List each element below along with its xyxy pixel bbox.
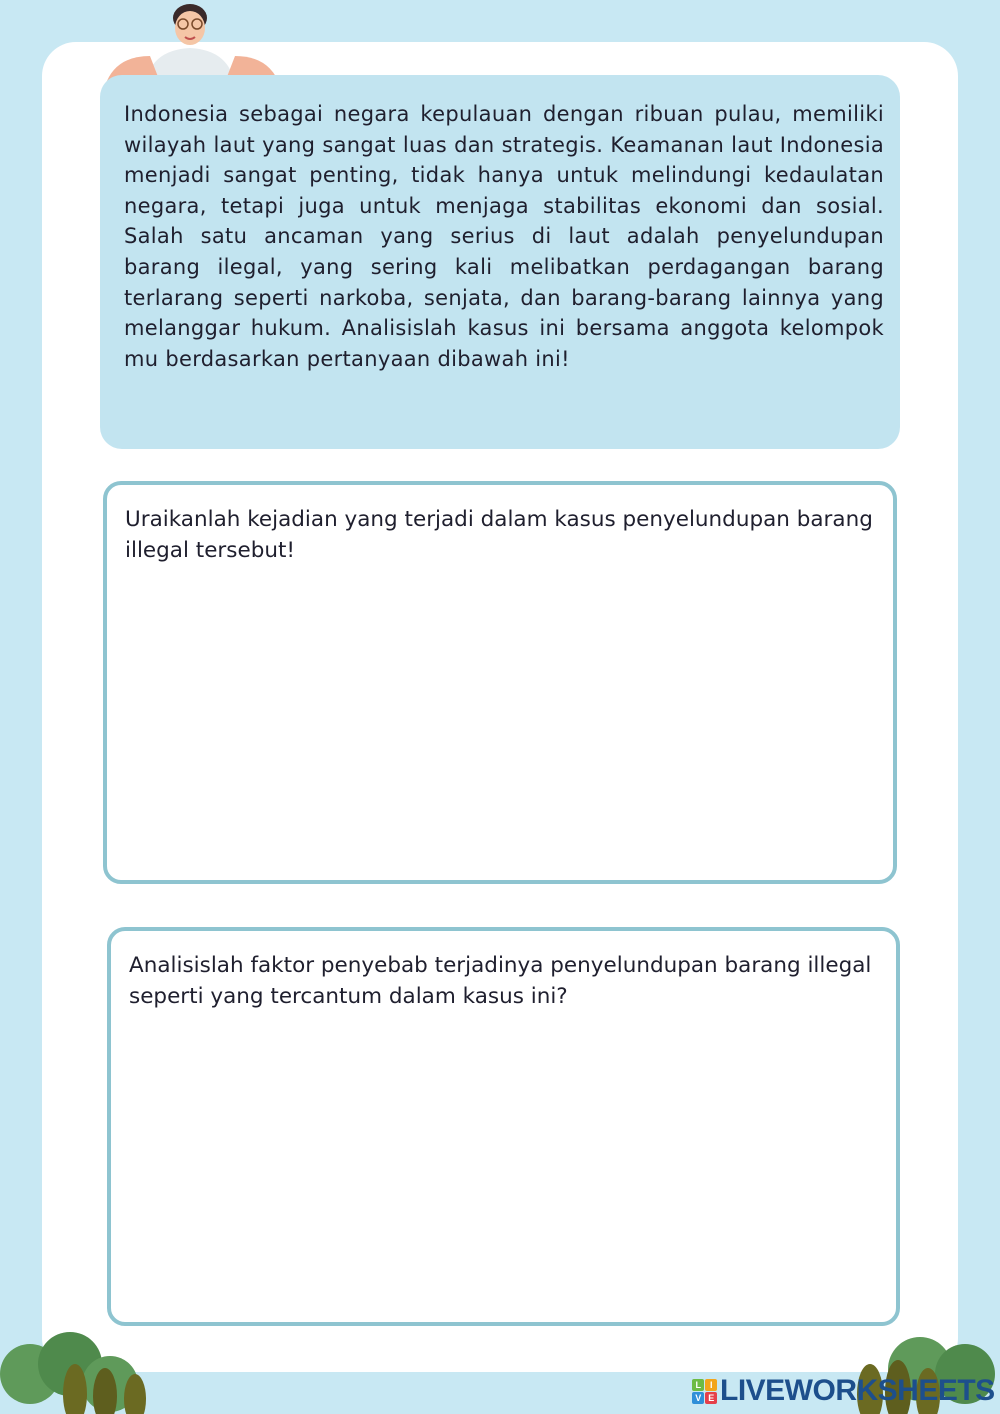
question-1-answer-box[interactable] <box>103 481 897 884</box>
question-1-text: Uraikanlah kejadian yang terjadi dalam kasus penyelundupan barang illegal tersebut! <box>125 507 873 563</box>
case-intro-box <box>100 75 900 449</box>
logo-tile: L <box>692 1379 704 1391</box>
teacher-illustration <box>105 0 285 86</box>
question-2-answer-box[interactable] <box>107 927 900 1326</box>
case-intro-text: Indonesia sebagai negara kepulauan dengan ribuan pulau, memiliki wilayah laut yang sangat luas dan strategis. Keamanan laut Indonesia menjadi sangat penting, tidak hanya untuk melindungi kedaulatan negara, tetapi juga untuk menjaga stabilitas ekonomi dan sosial. Salah satu ancaman yang serius di laut adalah penyelundupan barang ilegal, yang sering kali melibatkan perdagangan barang terlarang seperti narkoba, senjata, dan barang-barang lainnya yang melanggar hukum. Analisislah kasus ini bersama anggota kelompok mu berdasarkan pertanyaan dibawah ini! <box>124 102 884 371</box>
logo-tile: I <box>705 1379 717 1391</box>
logo-tiles-icon <box>692 1379 717 1404</box>
liveworksheets-logo <box>692 1374 995 1408</box>
logo-text: LIVEWORKSHEETS <box>720 1374 995 1407</box>
logo-tile: E <box>705 1392 717 1404</box>
question-2-text: Analisislah faktor penyebab terjadinya penyelundupan barang illegal seperti yang tercantum dalam kasus ini? <box>129 953 872 1009</box>
bush-left-decoration <box>0 1324 160 1414</box>
logo-tile: V <box>692 1392 704 1404</box>
